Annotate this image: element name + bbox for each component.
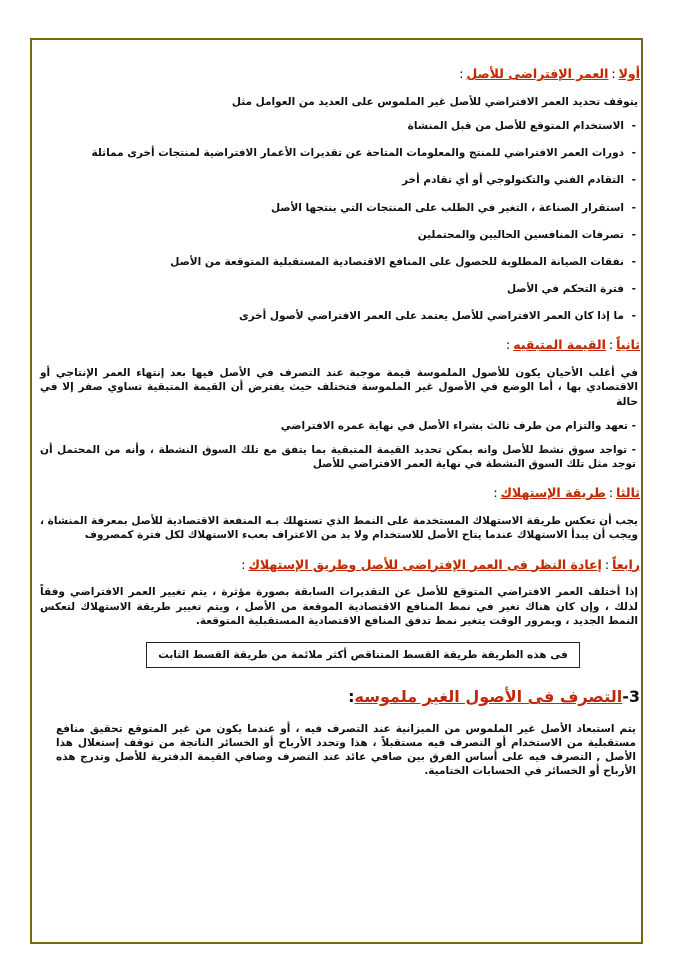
section1-heading: أولا:العمر الإفتراضى للأصل: xyxy=(459,66,640,81)
section5-heading: 3-التصرف فى الأصول الغير ملموسه: xyxy=(348,687,640,707)
section3-heading-prefix: ثالثا xyxy=(616,485,640,501)
list-item: - تصرفات المنافسين الحاليين والمحتملين xyxy=(36,228,636,242)
section2-item: - تعهد والتزام من طرف ثالث بشراء الأصل في نهاية عمره الافتراضي xyxy=(280,419,636,432)
section2-heading-title: القيمة المتبقيه xyxy=(513,337,606,353)
section3-heading-title: طريقة الإستهلاك xyxy=(500,485,606,501)
section2-heading: ثانياً:القيمة المتبقيه: xyxy=(506,337,640,353)
list-item: - الاستخدام المتوقع للأصل من قبل المنشاة xyxy=(36,119,636,133)
list-item: - دورات العمر الافتراضي للمنتج والمعلومات المتاحة عن تقديرات الأعمار الافتراضية لمنتجات أخرى مماثلة xyxy=(36,146,636,160)
list-item: - استقرار الصناعة ، التغير في الطلب على المنتجات التي ينتجها الأصل xyxy=(36,201,636,215)
section1-heading-title: العمر الإفتراضى للأصل xyxy=(466,66,609,81)
section5-heading-number: 3- xyxy=(622,687,640,707)
list-item: - ما إذا كان العمر الافتراضي للأصل يعتمد على العمر الافتراضي لأصول أخرى xyxy=(36,309,636,323)
section5-heading-title: التصرف فى الأصول الغير ملموسه xyxy=(354,687,623,707)
boxed-note: فى هذه الطريقة طريقة القسط المتناقص أكثر ملائمة من طريقة القسط الثابت xyxy=(146,642,580,668)
section4-heading: رابعاً:إعادة النظر فى العمر الإفتراضى للأصل وطريق الإستهلاك: xyxy=(241,556,640,572)
list-item: - نفقات الصيانة المطلوبة للحصول على المنافع الاقتصادية المستقبلية المتوقعة من الأصل xyxy=(36,255,636,269)
document-body xyxy=(36,52,640,778)
section2-paragraph: في أغلب الأحيان يكون للأصول الملموسة قيمة موجبة عند التصرف في الأصل فيها بعد إنتهاء العمر الإنتاجي أو الاقتصادي بها ، أما الوضع في الأصول غير الملموسة فتختلف حيث يفترض أن القيمة المتبقية تساوي صفر إلا في حالة xyxy=(40,367,638,408)
list-item: - التقادم الفني والتكنولوجي أو أي تقادم أخر xyxy=(36,173,636,187)
section3-heading: ثالثا:طريقة الإستهلاك: xyxy=(493,485,640,501)
section1-intro: يتوقف تحديد العمر الافتراضي للأصل غير الملموس على العديد من العوامل مثل xyxy=(231,95,638,108)
section1-bullet-list xyxy=(36,119,640,323)
section4-heading-title: إعادة النظر فى العمر الإفتراضى للأصل وطريق الإستهلاك xyxy=(248,556,602,572)
section1-heading-prefix: أولا xyxy=(618,66,640,81)
section2-heading-prefix: ثانياً xyxy=(616,337,640,353)
section2-item: - تواجد سوق نشط للأصل وانه يمكن تحديد القيمة المتبقية بما يتفق مع تلك السوق النشطة ، وأنه من المحتمل أن توجد مثل تلك السوق النشطة في نهاية العمر الافتراضي للأصل xyxy=(40,443,636,471)
section4-paragraph: إذا أختلف العمر الافتراضي المتوقع للأصل عن التقديرات السابقة بصورة مؤثرة ، يتم تغيير العمر الافتراضي وفقاً لذلك ، وإن كان هناك تغير في نمط المنافع الاقتصادية الموقعة من الأصل ، ويتم تغيير طريقة الاستهلاك لتعكس النمط الجديد ، وبمرور الوقت يتغير نمط تدفق المنافع الاقتصادية المستقبلية المتوقعة. xyxy=(40,586,638,627)
list-item: - فترة التحكم في الأصل xyxy=(36,282,636,296)
section3-paragraph: يجب أن تعكس طريقة الاستهلاك المستخدمة على النمط الذي تستهلك بـه المنفعة الاقتصادية للأصل بمعرفة المنشاة ، ويجب أن يبدأ الاستهلاك عندما يتاح الأصل للاستخدام ولا بد من الاعتراف بعبء الاستهلاك لكل فترة كمصروف xyxy=(40,515,638,542)
section5-paragraph: يتم استبعاد الأصل غير الملموس من الميزانية عند التصرف فيه ، أو عندما يكون من غير المتوقع تحقيق منافع مستقبلية من الاستخدام أو التصرف فيه مستقبلاً ، هذا وتحدد الأرباح أو الخسائر الناتجة من توقف إستغلال هذا الأصل , التصرف فيه على أساس الفرق بين صافي عائد عند التصرف وصافي القيمة الدفترية للأصل وتدرج هذه الأرباح أو الخسائر في الحسابات الختامية. xyxy=(56,722,636,778)
section4-heading-prefix: رابعاً xyxy=(612,556,640,572)
